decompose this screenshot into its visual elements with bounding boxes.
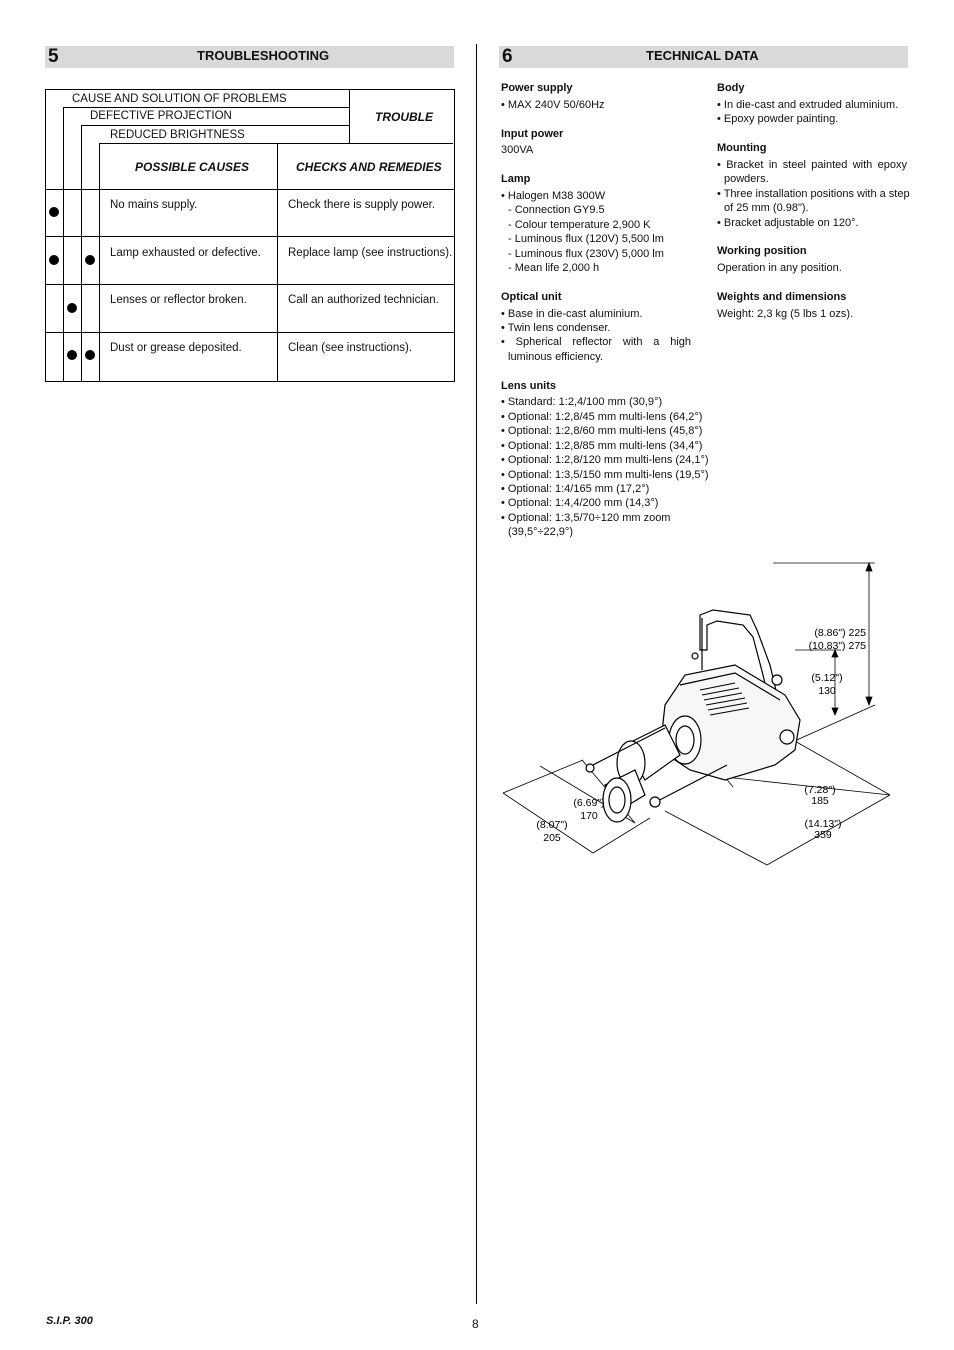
body-item: • Epoxy powder painting. — [717, 113, 839, 125]
optical-unit-item: • Base in die-cast aluminium. — [501, 308, 643, 320]
power-supply-heading: Power supply — [501, 82, 573, 94]
cause-cell: Lenses or reflector broken. — [110, 294, 247, 306]
page-number: 8 — [472, 1317, 479, 1331]
lens-item: • Optional: 1:4,4/200 mm (14,3°) — [501, 497, 659, 509]
remedy-cell: Replace lamp (see instructions). — [288, 247, 453, 259]
dim-depth-front-label-2: 170 — [580, 810, 598, 822]
optical-unit-item: • Spherical reflector with a high — [501, 336, 691, 348]
dim-width-body-label-1: (7.28") — [804, 784, 836, 796]
dim-width-total-label-1: (14.13") — [804, 818, 842, 830]
indicator-dot — [49, 207, 59, 217]
mounting-item: • Three installation positions with a step — [717, 188, 910, 200]
indicator-dot — [85, 350, 95, 360]
lens-item: • Optional: 1:2,8/85 mm multi-lens (34,4°) — [501, 440, 703, 452]
lamp-item: - Luminous flux (120V) 5,500 lm — [508, 233, 664, 245]
lamp-heading: Lamp — [501, 173, 531, 185]
section-number: 5 — [48, 46, 59, 67]
dim-height-body-label-2: 130 — [818, 685, 836, 697]
remedy-cell: Call an authorized technician. — [288, 294, 439, 306]
working-position-heading: Working position — [717, 245, 807, 257]
lens-item: • Optional: 1:3,5/70÷120 mm zoom — [501, 512, 671, 524]
projector-dimension-drawing — [495, 555, 910, 875]
section-title: TROUBLESHOOTING — [197, 48, 330, 63]
dim-width-body-label-2: 185 — [811, 795, 829, 807]
dim-width-total-label-2: 359 — [814, 829, 832, 841]
indicator-dot — [85, 255, 95, 265]
input-power-value: 300VA — [501, 144, 534, 156]
lens-item: • Optional: 1:3,5/150 mm multi-lens (19,5°) — [501, 469, 709, 481]
indicator-dot — [49, 255, 59, 265]
body-item: • In die-cast and extruded aluminium. — [717, 99, 899, 111]
lens-item: • Optional: 1:4/165 mm (17,2°) — [501, 483, 650, 495]
lens-item: • Standard: 1:2,4/100 mm (30,9°) — [501, 396, 663, 408]
dim-height-total-label-2: (10.83") 275 — [808, 640, 866, 652]
optical-unit-item: • Twin lens condenser. — [501, 322, 611, 334]
level1-label: CAUSE AND SOLUTION OF PROBLEMS — [72, 93, 287, 105]
cause-cell: No mains supply. — [110, 199, 198, 211]
lamp-item: - Connection GY9.5 — [508, 204, 605, 216]
working-position-value: Operation in any position. — [717, 262, 842, 274]
dim-depth-total-label-2: 205 — [543, 832, 561, 844]
remedy-cell: Clean (see instructions). — [288, 342, 412, 354]
mounting-item: powders. — [724, 173, 769, 185]
optical-unit-item: luminous efficiency. — [508, 351, 603, 363]
col-checks-remedies: CHECKS AND REMEDIES — [296, 160, 442, 174]
mounting-item: • Bracket adjustable on 120°. — [717, 217, 859, 229]
dim-height-body-label-1: (5.12") — [811, 672, 843, 684]
power-supply-item: • MAX 240V 50/60Hz — [501, 99, 605, 111]
remedy-cell: Check there is supply power. — [288, 199, 436, 211]
lamp-item: - Mean life 2,000 h — [508, 262, 600, 274]
col-possible-causes: POSSIBLE CAUSES — [135, 160, 250, 174]
lamp-item: - Colour temperature 2,900 K — [508, 219, 651, 231]
section-number: 6 — [502, 46, 513, 67]
footer-model: S.I.P. 300 — [46, 1315, 93, 1327]
mounting-item: of 25 mm (0.98"). — [724, 202, 809, 214]
level2-label: DEFECTIVE PROJECTION — [90, 110, 232, 122]
cause-cell: Dust or grease deposited. — [110, 342, 242, 354]
dim-height-total-label-1: (8.86") 225 — [814, 627, 866, 639]
lamp-item: - Luminous flux (230V) 5,000 lm — [508, 248, 664, 260]
indicator-dot — [67, 350, 77, 360]
lens-item: • Optional: 1:2,8/45 mm multi-lens (64,2°) — [501, 411, 703, 423]
mounting-heading: Mounting — [717, 142, 767, 154]
lens-item: • Optional: 1:2,8/60 mm multi-lens (45,8°) — [501, 425, 703, 437]
weights-heading: Weights and dimensions — [717, 291, 847, 303]
dim-depth-front-label-1: (6.69") — [573, 797, 605, 809]
mounting-item: • Bracket in steel painted with epoxy — [717, 159, 907, 171]
lens-item: • Optional: 1:2,8/120 mm multi-lens (24,1°) — [501, 454, 709, 466]
dim-depth-total-label-1: (8.07") — [536, 819, 568, 831]
optical-unit-heading: Optical unit — [501, 291, 562, 303]
lamp-item: • Halogen M38 300W — [501, 190, 606, 202]
section-5-header — [45, 46, 454, 68]
body-heading: Body — [717, 82, 745, 94]
lens-units-heading: Lens units — [501, 380, 557, 392]
cause-cell: Lamp exhausted or defective. — [110, 247, 261, 259]
trouble-label: TROUBLE — [375, 110, 433, 124]
weights-value: Weight: 2,3 kg (5 lbs 1 ozs). — [717, 308, 854, 320]
level3-label: REDUCED BRIGHTNESS — [110, 129, 245, 141]
indicator-dot — [67, 303, 77, 313]
page-column-divider — [476, 44, 477, 1304]
input-power-heading: Input power — [501, 128, 564, 140]
section-title: TECHNICAL DATA — [646, 48, 759, 63]
lens-item: (39,5°÷22,9°) — [508, 526, 573, 538]
section-6-header — [499, 46, 908, 68]
